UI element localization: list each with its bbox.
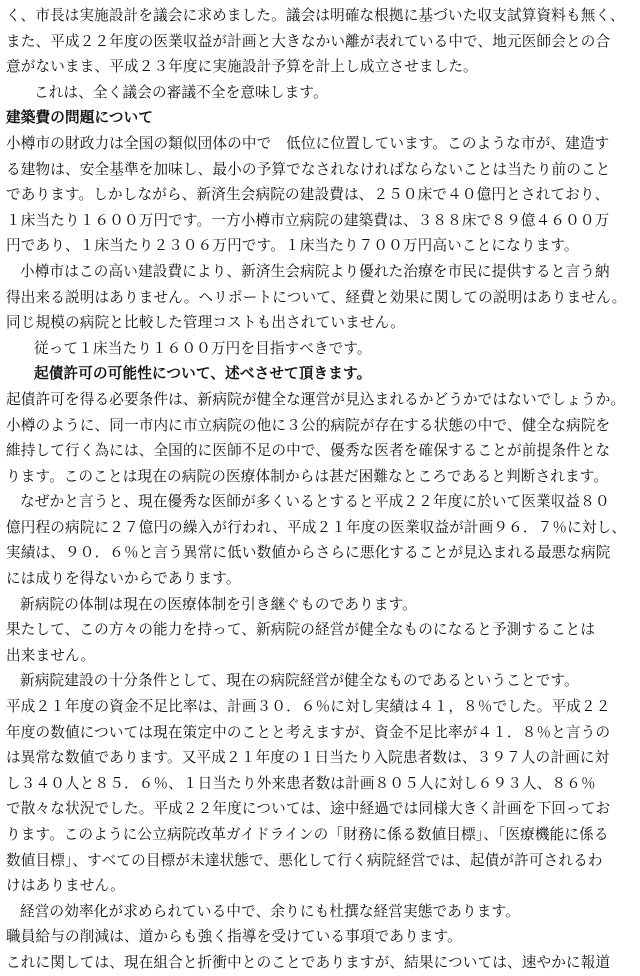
text-line: 職員給与の削減は、道からも強く指導を受けている事項であります。 [6, 928, 462, 946]
text-line: なぜかと言うと、現在優秀な医師が多くいるとすると平成２２年度に於いて医業収益８０ [20, 493, 610, 511]
text-line: る建物は、安全基準を加味し、最小の予算でなされなければならないことは当たり前のこと [6, 160, 611, 178]
text-line: ります。このことは現在の病院の医療体制からは甚だ困難なところであると判断されます。 [6, 467, 609, 485]
text-line: 平成２１年度の資金不足比率は、計画３０．６％に対し実績は４１，８％でした。平成２２ [6, 698, 611, 716]
text-line: 同じ規模の病院と比較した管理コストも出されていません。 [6, 314, 405, 332]
text-line: けはありません。 [6, 877, 125, 895]
text-line: 小樽市はこの高い建設費により、新済生会病院より優れた治療を市民に提供すると言う納 [20, 262, 610, 280]
text-line: 小樽市の財政力は全国の類似団体の中で 低位に位置しています。このような市が、建造す [6, 134, 610, 152]
text-line: 建築費の問題について [6, 109, 154, 127]
text-line: １床当たり１６００万円です。一方小樽市立病院の建築費は、３８８床で８９億４６００万 [6, 211, 610, 229]
text-line: 円であり、１床当たり２３０６万円です。１床当たり７００万円高いことになります。 [6, 237, 579, 255]
text-line: 維持して行く為には、全国的に医師不足の中で、優秀な医者を確保することが前提条件とな [6, 442, 611, 460]
text-line: し３４０人と８５．６％、１日当たり外来患者数は計画８０５人に対し６９３人、８６％ [6, 774, 596, 792]
text-line: 得出来る説明はありません。ヘリポートについて、経費と効果に関しての説明はありません。 [6, 288, 627, 306]
text-line: 実績は、９０．６％と言う異常に低い数値からさらに悪化することが見込まれる最悪な病院 [6, 544, 611, 562]
text-line: また、平成２２年度の医業収益が計画と大きなかい離が表れている中で、地元医師会との合 [6, 32, 611, 50]
text-line: 新病院の体制は現在の医療体制を引き継ぐものであります。 [20, 595, 417, 613]
text-line: 意がないまま、平成２３年度に実施設計予算を計上し成立させました。 [6, 58, 478, 76]
text-line: 経営の効率化が求められている中で、余りにも杜撰な経営実態であります。 [20, 902, 520, 920]
text-line: 果たして、この方々の能力を持って、新病院の経営が健全なものになると予測することは [6, 621, 596, 639]
text-line: であります。しかしながら、新済生会病院の建設費は、２５０床で４０億円とされており、 [6, 186, 610, 204]
text-line: 億円程の病院に２７億円の繰入が行われ、平成２１年度の医業収益が計画９６．７％に対し、 [6, 518, 627, 536]
text-line: く、市長は実施設計を議会に求めました。議会は明確な根拠に基づいた収支試算資料も無く、 [6, 7, 625, 24]
text-line: で散々な状況でした。平成２２年度については、途中経過では同様大きく計画を下回ってお [6, 800, 611, 818]
text-line: 起債許可の可能性について、述べさせて頂きます。 [34, 365, 372, 383]
text-line: 小樽のように、同一市内に市立病院の他に３公的病院が存在する状態の中で、健全な病院を [6, 416, 611, 434]
text-line: には成りを得ないからであります。 [6, 570, 241, 588]
text-line: 出来ません。 [6, 646, 96, 664]
text-line: 新病院建設の十分条件として、現在の病院経営が健全なものであるということです。 [20, 672, 579, 690]
text-line: 年度の数値については現在策定中のことと考えますが、資金不足比率が４１．８％と言うの [6, 723, 611, 741]
text-line: 数値目標」、すべての目標が未達状態で、悪化して行く病院経営では、起債が許可されるわ [6, 851, 603, 869]
text-line: これに関しては、現在組合と折衝中とのことでありますが、結果については、速やかに報道 [6, 953, 611, 971]
text-line: は異常な数値であります。又平成２１年度の１日当たり入院患者数は、３９７人の計画に対 [6, 749, 610, 767]
text-line: これは、全く議会の審議不全を意味します。 [34, 83, 328, 101]
text-line: 起債許可を得る必要条件は、新病院が健全な運営が見込まれるかどうかではないでしょうか。 [6, 390, 626, 408]
text-line: ります。このように公立病院改革ガイドラインの「財務に係る数値目標」、「医療機能に係る [6, 826, 609, 843]
text-line: 従って１床当たり１６００万円を目指すべきです。 [34, 339, 372, 357]
